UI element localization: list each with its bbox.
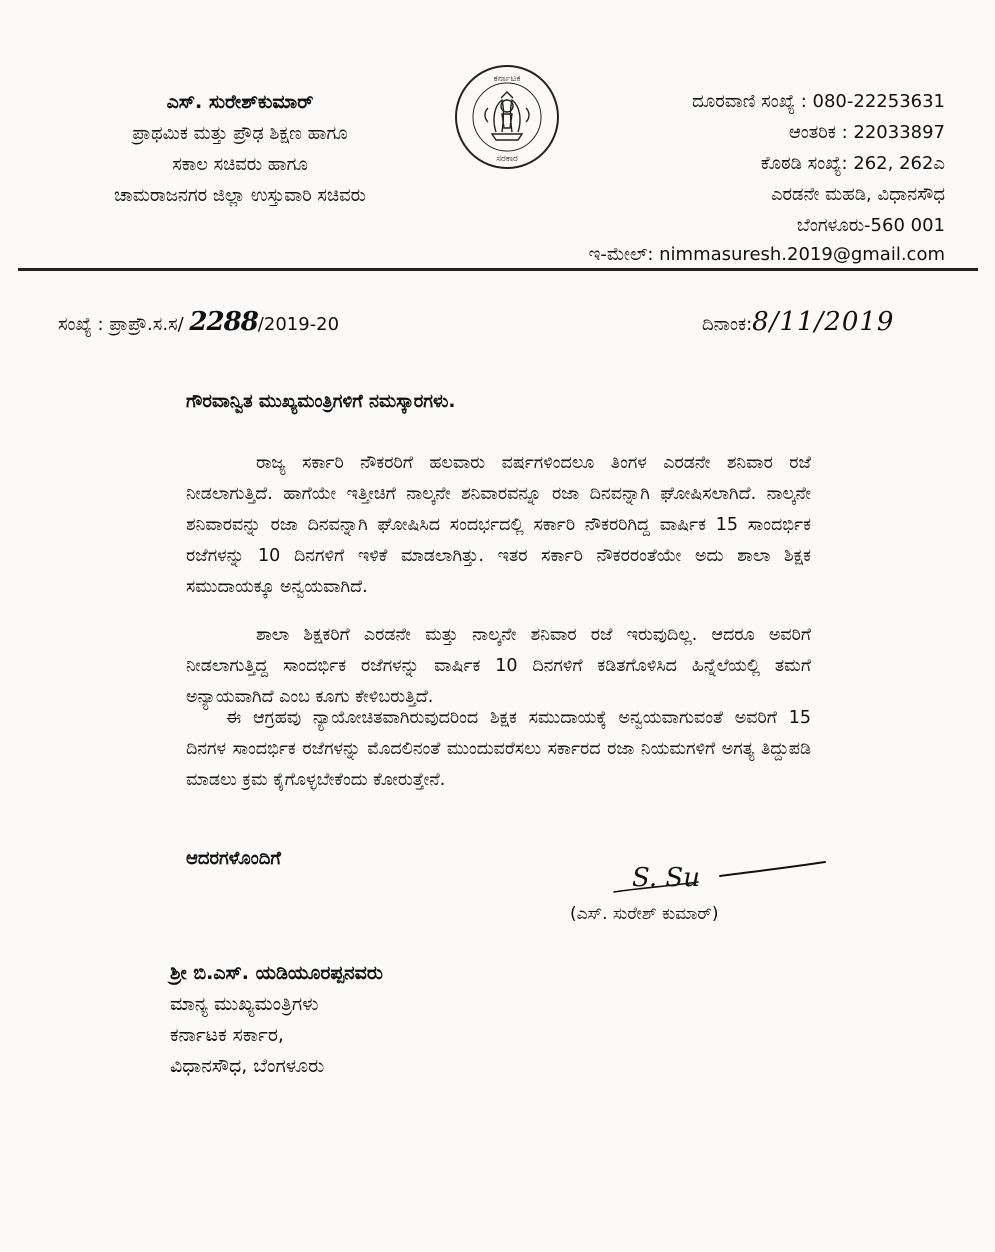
sender-title-line: ಪ್ರಾಥಮಿಕ ಮತ್ತು ಪ್ರೌಢ ಶಿಕ್ಷಣ ಹಾಗೂ xyxy=(132,123,348,144)
emblem-bottom-text: ಸರಕಾರ xyxy=(496,154,518,164)
letter-paragraph: ಶಾಲಾ ಶಿಕ್ಷಕರಿಗೆ ಎರಡನೇ ಮತ್ತು ನಾಲ್ಕನೇ ಶನಿವಾರ ರಜೆ ಇರುವುದಿಲ್ಲ. ಆದರೂ ಅವರಿಗೆ ನೀಡಲಾಗುತ್ತಿದ್ದ ಸಾಂದರ್ಭಿಕ ರಜೆಗಳನ್ನು ವಾರ್ಷಿಕ 10 ದಿನಗಳಿಗೆ ಕಡಿತಗೊಳಿಸಿದ ಹಿನ್ನೆಲೆಯಲ್ಲಿ ತಮಗೆ ಅನ್ಯಾಯವಾಗಿದೆ ಎಂಬ ಕೂಗು ಕೇಳಿಬರುತ್ತಿದೆ. xyxy=(186,625,811,707)
extension-number: ಆಂತರಿಕ : 22033897 xyxy=(788,122,945,143)
email-address: ಇ-ಮೇಲ್: nimmasuresh.2019@gmail.com xyxy=(588,244,945,265)
reference-number xyxy=(58,308,339,339)
recipient-address xyxy=(170,958,383,1082)
government-emblem-seal xyxy=(452,62,562,172)
recipient-line: ಕರ್ನಾಟಕ ಸರ್ಕಾರ, xyxy=(170,1024,284,1046)
emblem-crest-icon xyxy=(485,92,529,140)
room-number: ಕೊಠಡಿ ಸಂಖ್ಯೆ: 262, 262ಎ xyxy=(760,153,945,174)
recipient-line: ಶ್ರೀ ಬಿ.ಎಸ್. ಯಡಿಯೂರಪ್ಪನವರು xyxy=(170,962,383,984)
recipient-line: ವಿಧಾನಸೌಧ, ಬೆಂಗಳೂರು xyxy=(170,1055,325,1077)
sender-title-line: ಸಕಾಲ ಸಚಿವರು ಹಾಗೂ xyxy=(172,154,308,175)
signature-scrawl: S. Su xyxy=(632,863,700,893)
handwritten-signature xyxy=(610,850,840,900)
sender-name: ಎಸ್. ಸುರೇಶ್‌ಕುಮಾರ್ xyxy=(166,91,314,113)
reference-suffix: /2019-20 xyxy=(257,314,340,335)
letter-paragraph: ಈ ಆಗ್ರಹವು ನ್ಯಾಯೋಚಿತವಾಗಿರುವುದರಿಂದ ಶಿಕ್ಷಕ ಸಮುದಾಯಕ್ಕೆ ಅನ್ವಯವಾಗುವಂತೆ ಅವರಿಗೆ 15 ದಿನಗಳ ಸಾಂದರ್ಭಿಕ ರಜೆಗಳನ್ನು ಮೊದಲಿನಂತೆ ಮುಂದುವರೆಸಲು ಸರ್ಕಾರದ ರಜಾ ನಿಯಮಗಳಿಗೆ ಅಗತ್ಯ ತಿದ್ದುಪಡಿ ಮಾಡಲು ಕ್ರಮ ಕೈಗೊಳ್ಳಬೇಕೆಂದು ಕೋರುತ್ತೇನೆ. xyxy=(186,708,811,790)
emblem-top-text: ಕರ್ನಾಟಕ xyxy=(493,74,521,84)
reference-handwritten-number: 2288 xyxy=(189,307,258,337)
reference-label: ಸಂಖ್ಯೆ : ಪ್ರಾಪ್ರೌ.ಸ.ಸ/ xyxy=(58,314,184,335)
date-label: ದಿನಾಂಕ: xyxy=(702,314,753,335)
closing-regards: ಆದರಗಳೊಂದಿಗೆ xyxy=(186,848,281,869)
floor-address: ಎರಡನೇ ಮಹಡಿ, ವಿಧಾನಸೌಧ xyxy=(770,184,945,205)
signer-name: (ಎಸ್. ಸುರೇಶ್ ಕುಮಾರ್) xyxy=(570,904,719,924)
date-handwritten-value: 8/11/2019 xyxy=(752,307,895,337)
header-divider xyxy=(18,268,978,271)
contact-block xyxy=(560,86,945,241)
city-pincode: ಬೆಂಗಳೂರು-560 001 xyxy=(796,215,945,236)
salutation: ಗೌರವಾನ್ವಿತ ಮುಖ್ಯಮಂತ್ರಿಗಳಿಗೆ ನಮಸ್ಕಾರಗಳು. xyxy=(186,391,456,412)
letter-paragraph: ರಾಜ್ಯ ಸರ್ಕಾರಿ ನೌಕರರಿಗೆ ಹಲವಾರು ವರ್ಷಗಳಿಂದಲೂ ತಿಂಗಳ ಎರಡನೇ ಶನಿವಾರ ರಜೆ ನೀಡಲಾಗುತ್ತಿದೆ. ಹಾಗೆಯೇ ಇತ್ತೀಚಿಗೆ ನಾಲ್ಕನೇ ಶನಿವಾರವನ್ನೂ ರಜಾ ದಿನವನ್ನಾಗಿ ಘೋಷಿಸಲಾಗಿದೆ. ನಾಲ್ಕನೇ ಶನಿವಾರವನ್ನು ರಜಾ ದಿನವನ್ನಾಗಿ ಘೋಷಿಸಿದ ಸಂದರ್ಭದಲ್ಲಿ ಸರ್ಕಾರಿ ನೌಕರರಿಗಿದ್ದ ವಾರ್ಷಿಕ 15 ಸಾಂದರ್ಭಿಕ ರಜೆಗಳನ್ನು 10 ದಿನಗಳಿಗೆ ಇಳಿಕೆ ಮಾಡಲಾಗಿತ್ತು. ಇತರ ಸರ್ಕಾರಿ ನೌಕರರಂತೆಯೇ ಅದು ಶಾಲಾ ಶಿಕ್ಷಕ ಸಮುದಾಯಕ್ಕೂ ಅನ್ವಯವಾಗಿದೆ. xyxy=(186,453,811,597)
recipient-line: ಮಾನ್ಯ ಮುಖ್ಯಮಂತ್ರಿಗಳು xyxy=(170,993,319,1015)
phone-number: ದೂರವಾಣಿ ಸಂಖ್ಯೆ : 080-22253631 xyxy=(692,91,945,112)
sender-title-line: ಚಾಮರಾಜನಗರ ಜಿಲ್ಲಾ ಉಸ್ತುವಾರಿ ಸಚಿವರು xyxy=(114,185,366,206)
letter-date xyxy=(702,308,894,339)
sender-block xyxy=(60,86,420,211)
